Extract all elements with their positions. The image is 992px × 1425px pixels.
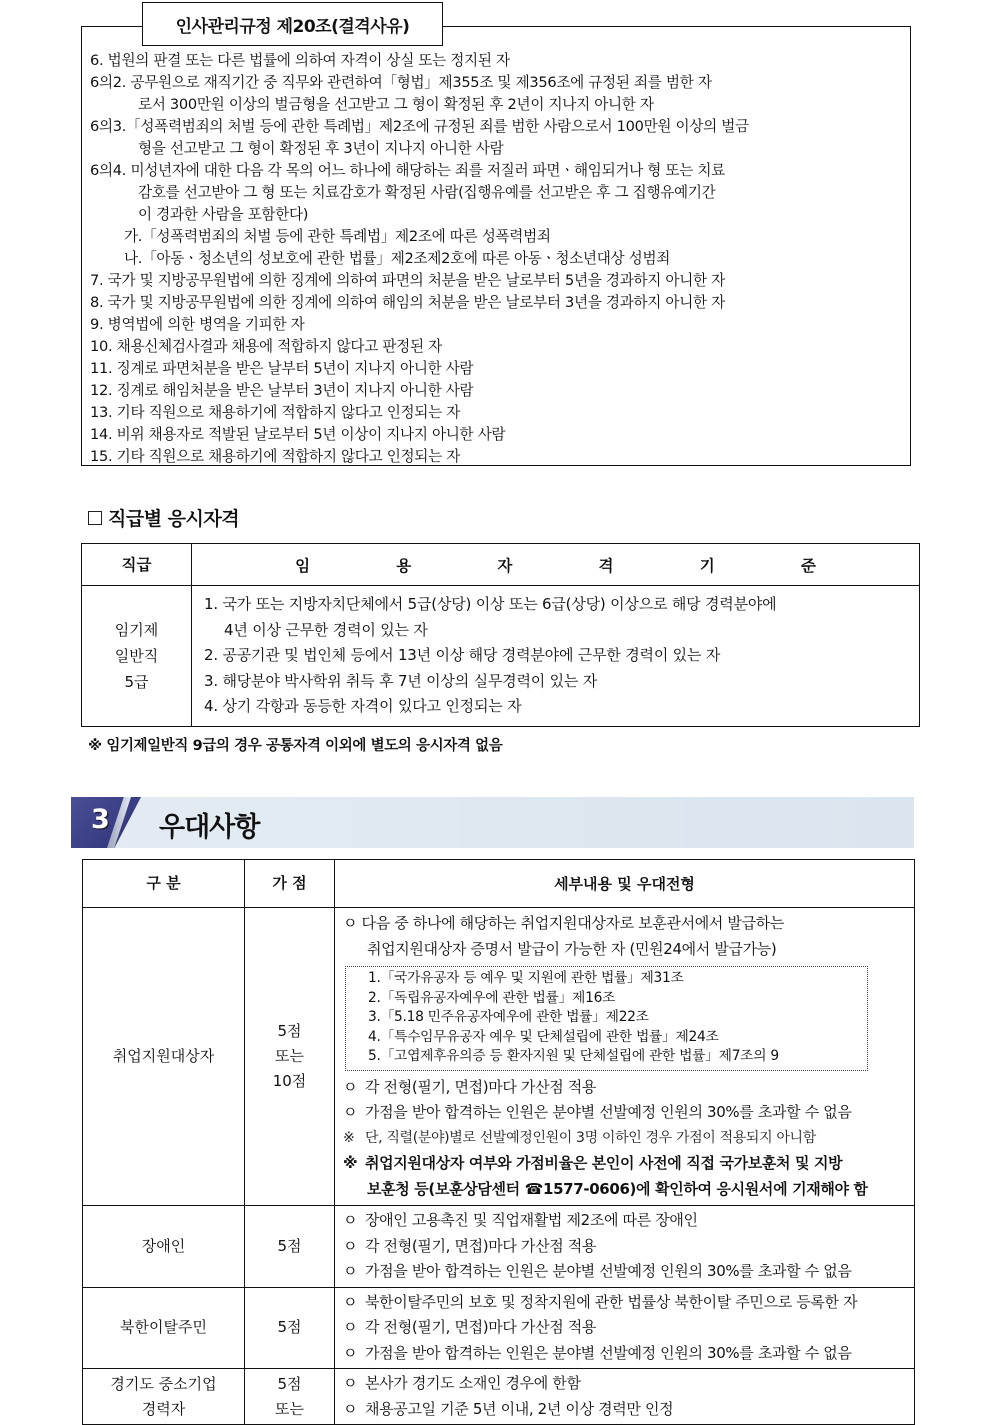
circle-bullet-icon: ㅇ (343, 1236, 358, 1255)
circle-bullet-icon: ㅇ (343, 1211, 358, 1229)
disqualification-list (90, 50, 904, 468)
category-cell: 장애인 (83, 1206, 245, 1288)
points-cell: 5점 (245, 1206, 335, 1288)
reference-mark-icon: ※ (343, 1129, 355, 1146)
circle-bullet-icon: ㅇ (343, 1399, 358, 1418)
disq-line: 9. 병역법에 의한 병역을 기피한 자 (90, 316, 305, 333)
table-row (83, 1206, 915, 1288)
disq-line: 감호를 선고받아 그 형 또는 치료감호가 확정된 사람(집행유예를 선고받은 후 그 집행유예기간 (138, 184, 716, 201)
table-row (82, 586, 920, 727)
detail-text: 단, 직렬(분야)별로 선발예정인원이 3명 이하인 경우 가점이 적용되지 아니함 (365, 1129, 816, 1146)
header-char: 준 (800, 556, 816, 575)
circle-bullet-icon: ㅇ (343, 1292, 358, 1311)
col-header-grade: 직급 (82, 544, 192, 586)
detail-line (343, 1315, 908, 1341)
detail-text: 가점을 받아 합격하는 인원은 분야별 선발예정 인원의 30%를 초과할 수 없음 (365, 1103, 852, 1121)
law-item: 2.「독립유공자예우에 관한 법률」제16조 (368, 989, 616, 1006)
points-cell (245, 1369, 335, 1425)
col-header-details: 세부내용 및 우대전형 (335, 860, 915, 908)
disq-line: 이 경과한 사람을 포함한다) (138, 206, 309, 223)
qualification-table (81, 543, 920, 727)
header-char: 용 (396, 556, 412, 575)
disq-line: 6의2. 공무원으로 재직기간 중 직무와 관련하여「형법」제355조 및 제356조에 규정된 죄를 범한 자 (90, 74, 712, 91)
details-cell (335, 1287, 915, 1369)
qualification-heading (88, 504, 239, 531)
details-cell (335, 1206, 915, 1288)
points-line: 또는 (275, 1047, 304, 1065)
header-char: 격 (598, 556, 614, 575)
disq-line: 10. 채용신체검사결과 채용에 적합하지 않다고 판정된 자 (90, 338, 442, 355)
disqualification-box (81, 26, 911, 466)
points-line: 5점 (277, 1374, 302, 1393)
grade-line: 일반직 (114, 646, 159, 665)
category-cell: 취업지원대상자 (83, 908, 245, 1206)
disq-line: 6의3.「성폭력범죄의 처벌 등에 관한 특례법」제2조에 규정된 죄를 범한 사람으로서 100만원 이상의 벌금 (90, 118, 749, 135)
table-row (83, 1369, 915, 1425)
table-row (83, 1287, 915, 1369)
points-line: 또는 (275, 1399, 304, 1418)
category-cell (83, 1369, 245, 1425)
reference-mark-icon: ※ (343, 1154, 358, 1172)
disqualification-title-text: 인사관리규정 제20조(결격사유) (175, 16, 410, 37)
section-banner (71, 797, 914, 848)
disq-line: 13. 기타 직원으로 채용하기에 적합하지 않다고 인정되는 자 (90, 404, 461, 421)
circle-bullet-icon: ㅇ (343, 1077, 358, 1096)
disq-line: 로서 300만원 이상의 벌금형을 선고받고 그 형이 확정된 후 2년이 지나지 아니한 자 (138, 96, 654, 113)
grade-cell (82, 586, 192, 727)
criteria-item-cont: 4년 이상 근무한 경력이 있는 자 (224, 620, 428, 639)
details-cell (335, 908, 915, 1206)
detail-line (343, 1371, 908, 1397)
col-header-category: 구 분 (83, 860, 245, 908)
detail-line (343, 1290, 908, 1316)
detail-text: 취업지원대상자 여부와 가점비율은 본인이 사전에 직접 국가보훈처 및 지방 (365, 1154, 843, 1172)
header-char: 기 (699, 556, 715, 575)
detail-text: 각 전형(필기, 면접)마다 가산점 적용 (365, 1236, 597, 1255)
circle-bullet-icon: ㅇ (343, 1343, 358, 1362)
law-item: 3.「5.18 민주유공자예우에 관한 법률」제22조 (368, 1009, 649, 1025)
detail-line (343, 1259, 908, 1285)
detail-line (343, 1208, 908, 1234)
col-header-points: 가 점 (245, 860, 335, 908)
disq-line: 14. 비위 채용자로 적발된 날로부터 5년 이상이 지나지 아니한 사람 (90, 426, 506, 443)
header-char: 임 (295, 556, 311, 575)
details-cell (335, 1369, 915, 1425)
points-cell: 5점 (245, 1287, 335, 1369)
detail-line (343, 1397, 908, 1423)
detail-line (343, 1341, 908, 1367)
empty-square-bullet-icon (88, 511, 102, 525)
detail-text: 채용공고일 기준 5년 이내, 2년 이상 경력만 인정 (365, 1399, 674, 1418)
disq-subline: 나.「아동ㆍ청소년의 성보호에 관한 법률」제2조제2호에 따른 아동ㆍ청소년대상 성범죄 (124, 250, 671, 267)
category-line: 경기도 중소기업 (110, 1374, 217, 1393)
category-line: 경력자 (141, 1399, 186, 1418)
law-item: 1.「국가유공자 등 예우 및 지원에 관한 법률」제31조 (368, 970, 684, 986)
section-title: 우대사항 (159, 812, 260, 843)
disq-line: 6. 법원의 판결 또는 다른 법률에 의하여 자격이 상실 또는 정지된 자 (90, 52, 510, 69)
col-header-criteria (192, 544, 920, 586)
grade-line: 임기제 (114, 620, 159, 639)
section-number: 3 (91, 804, 110, 835)
detail-note-bold (343, 1151, 908, 1177)
table-header-row (82, 544, 920, 586)
detail-line-cont: 취업지원대상자 증명서 발급이 가능한 자 (민원24에서 발급가능) (367, 939, 777, 958)
criteria-item: 1. 국가 또는 지방자치단체에서 5급(상당) 이상 또는 6급(상당) 이상으로 해당 경력분야에 (204, 595, 777, 613)
law-item: 5.「고엽제후유의증 등 환자지원 및 단체설립에 관한 법률」제7조의 9 (368, 1048, 779, 1064)
criteria-item: 4. 상기 각항과 동등한 자격이 있다고 인정되는 자 (204, 697, 522, 715)
detail-note (343, 1126, 908, 1152)
detail-text: 본사가 경기도 소재인 경우에 한함 (365, 1374, 581, 1392)
law-item: 4.「특수임무유공자 예우 및 단체설립에 관한 법률」제24조 (368, 1028, 719, 1045)
circle-bullet-icon: ㅇ (343, 1262, 358, 1280)
points-cell (245, 908, 335, 1206)
header-char: 자 (497, 556, 513, 575)
circle-bullet-icon: ㅇ (343, 1374, 358, 1392)
disq-subline: 가.「성폭력범죄의 처벌 등에 관한 특례법」제2조에 따른 성폭력범죄 (124, 228, 551, 245)
detail-line: ㅇ 다음 중 하나에 해당하는 취업지원대상자로 보훈관서에서 발급하는 (343, 914, 784, 932)
disqualification-title (142, 2, 443, 46)
detail-line (343, 1075, 908, 1101)
circle-bullet-icon: ㅇ (343, 1318, 358, 1336)
detail-note-bold-cont: 보훈청 등(보훈상담센터 ☎1577-0606)에 확인하여 응시원서에 기재해야 함 (367, 1179, 868, 1198)
disq-line: 6의4. 미성년자에 대한 다음 각 목의 어느 하나에 해당하는 죄를 저질러 파면ㆍ해임되거나 형 또는 치료 (90, 162, 725, 179)
circle-bullet-icon: ㅇ (343, 1103, 358, 1121)
qualification-heading-text: 직급별 응시자격 (108, 508, 240, 530)
disq-line: 8. 국가 및 지방공무원법에 의한 징계에 의하여 해임의 처분을 받은 날로부터 3년을 경과하지 아니한 자 (90, 294, 725, 311)
preference-table (82, 859, 915, 1425)
law-list-box (345, 966, 868, 1071)
disq-line: 형을 선고받고 그 형이 확정된 후 3년이 지나지 아니한 사람 (138, 140, 504, 157)
table-header-row (83, 860, 915, 908)
qualification-note: ※ 임기제일반직 9급의 경우 공통자격 이외에 별도의 응시자격 없음 (88, 738, 503, 754)
detail-line (343, 1100, 908, 1126)
detail-text: 가점을 받아 합격하는 인원은 분야별 선발예정 인원의 30%를 초과할 수 없음 (365, 1262, 852, 1280)
disq-line: 11. 징계로 파면처분을 받은 날부터 5년이 지나지 아니한 사람 (90, 360, 474, 377)
criteria-item: 3. 해당분야 박사학위 취득 후 7년 이상의 실무경력이 있는 자 (204, 671, 598, 690)
criteria-item: 2. 공공기관 및 법인체 등에서 13년 이상 해당 경력분야에 근무한 경력이 있는 자 (204, 646, 721, 664)
detail-text: 각 전형(필기, 면접)마다 가산점 적용 (365, 1077, 597, 1096)
criteria-cell (192, 586, 920, 727)
disq-line: 15. 기타 직원으로 채용하기에 적합하지 않다고 인정되는 자 (90, 448, 461, 465)
detail-text: 장애인 고용촉진 및 직업재활법 제2조에 따른 장애인 (365, 1211, 698, 1229)
category-cell: 북한이탈주민 (83, 1287, 245, 1369)
detail-text: 북한이탈주민의 보호 및 정착지원에 관한 법률상 북한이탈 주민으로 등록한 자 (365, 1292, 858, 1311)
table-row (83, 908, 915, 1206)
points-line: 5점 (277, 1022, 302, 1040)
disq-line: 12. 징계로 해임처분을 받은 날부터 3년이 지나지 아니한 사람 (90, 382, 474, 399)
points-line: 10점 (272, 1072, 307, 1090)
detail-text: 가점을 받아 합격하는 인원은 분야별 선발예정 인원의 30%를 초과할 수 없음 (365, 1343, 852, 1362)
disq-line: 7. 국가 및 지방공무원법에 의한 징계에 의하여 파면의 처분을 받은 날로부터 5년을 경과하지 아니한 자 (90, 272, 725, 289)
grade-line: 5급 (124, 672, 149, 691)
detail-line (343, 1234, 908, 1260)
detail-text: 각 전형(필기, 면접)마다 가산점 적용 (365, 1318, 597, 1336)
